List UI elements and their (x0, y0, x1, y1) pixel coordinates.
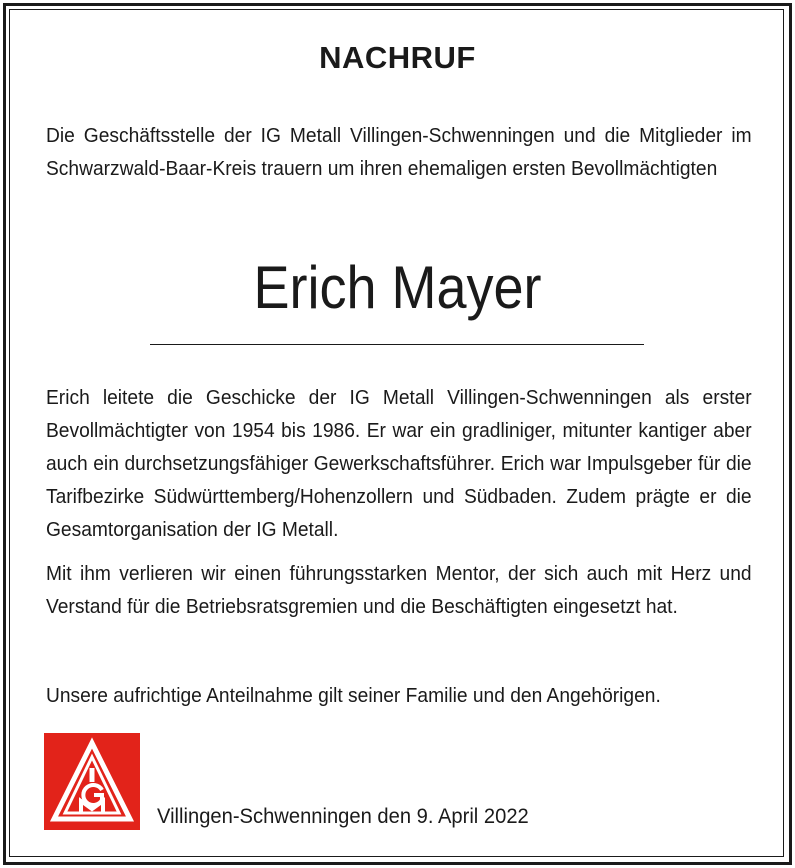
notice-title: NACHRUF (319, 40, 476, 75)
ig-metall-logo-graphic (44, 733, 140, 830)
paragraph-tribute: Erich leitete die Geschicke der IG Metall Villingen-Schwenningen als erster Bevollmächtigter von 1954 bis 1986. Er war ein gradliniger, mitunter kantiger aber auch ein durchsetzungsfähiger Gewerkschaftsführer. Erich war Impulsgeber für die Tarifbezirke Südwürttemberg/Hohenzollern und Südbaden. Zudem prägte er die Gesamtorganisation der IG Metall. (46, 387, 752, 541)
paragraph-mentor: Mit ihm verlieren wir einen führungsstarken Mentor, der sich auch mit Herz und Verstand für die Betriebsratsgremien und die Beschäftigten eingesetzt hat. (46, 563, 752, 618)
intro-text: Die Geschäftsstelle der IG Metall Villingen-Schwenningen und die Mitglieder im Schwarzwald-Baar-Kreis trauern um ihren ehemaligen ersten Bevollmächtigten (46, 125, 752, 180)
deceased-name: Erich Mayer (253, 254, 542, 321)
paragraph-condolence: Unsere aufrichtige Anteilnahme gilt seiner Familie und den Angehörigen. (46, 685, 661, 707)
dateline: Villingen-Schwenningen den 9. April 2022 (157, 805, 529, 828)
ig-metall-logo-icon (44, 733, 140, 830)
name-underline (150, 344, 644, 345)
